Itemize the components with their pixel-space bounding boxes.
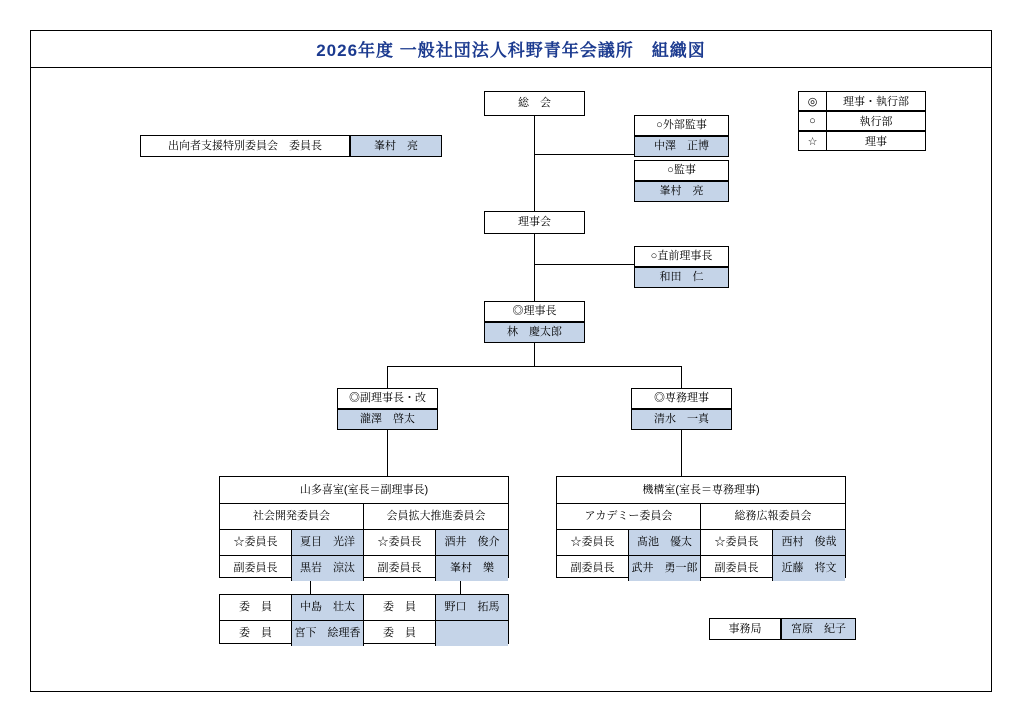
node-rijicho-label: ◎理事長 bbox=[512, 305, 557, 318]
node-senmu-riji bbox=[631, 388, 732, 409]
node-gaibu-kanji-label: ○外部監事 bbox=[656, 119, 707, 132]
connector-rijicho-down bbox=[534, 342, 535, 366]
legend-mark-star: ☆ bbox=[799, 132, 827, 150]
right-committee-1-chair-role: ☆委員長 bbox=[557, 530, 629, 555]
connector-senmu-to-right-room bbox=[681, 428, 682, 476]
legend-mark-circle: ○ bbox=[799, 112, 827, 130]
node-jimukyoku-name bbox=[781, 618, 856, 640]
left-committee-2-name: 会員拡大推進委員会 bbox=[386, 510, 486, 523]
shukkou-committee-title: 出向者支援特別委員会 委員長 bbox=[168, 139, 322, 152]
left-room-chair-row bbox=[220, 530, 508, 556]
left-room-vicechair-row bbox=[220, 556, 508, 581]
shukkou-committee-label bbox=[140, 135, 350, 157]
left-member-2-person: 宮下 絵理香 bbox=[292, 621, 364, 646]
right-room-header: 機構室(室長＝専務理事) bbox=[642, 483, 760, 496]
left-committee-2-chair-role: ☆委員長 bbox=[364, 530, 436, 555]
legend-mark-double-circle: ◎ bbox=[799, 92, 827, 110]
connector-rijikai-rijicho bbox=[534, 234, 535, 306]
jimukyoku-title: 事務局 bbox=[728, 622, 762, 635]
title-bar bbox=[30, 30, 992, 68]
left-committee-2-vicechair-person: 峯村 樂 bbox=[436, 556, 508, 581]
legend-row-riji-executive bbox=[798, 91, 926, 111]
jimukyoku-person: 宮原 紀子 bbox=[791, 622, 846, 635]
node-chokuzen-name bbox=[634, 267, 729, 288]
shukkou-chair-label: 峯村 亮 bbox=[374, 139, 418, 152]
node-senmu-label: ◎専務理事 bbox=[654, 392, 709, 405]
connector-fuku-to-left-room bbox=[387, 428, 388, 476]
left-member-3-person: 野口 拓馬 bbox=[436, 595, 508, 620]
node-senmu-name bbox=[631, 409, 732, 430]
node-kanji-name bbox=[634, 181, 729, 202]
right-committee-1-vicechair-role: 副委員長 bbox=[557, 556, 629, 581]
connector-to-fuku-rijicho bbox=[387, 366, 388, 388]
node-kanji-label: ○監事 bbox=[667, 164, 696, 177]
legend-row-riji bbox=[798, 131, 926, 151]
node-kanji bbox=[634, 160, 729, 181]
left-committee-2-vicechair-role: 副委員長 bbox=[364, 556, 436, 581]
node-soukai bbox=[484, 91, 585, 116]
left-committee-1-vicechair-role: 副委員長 bbox=[220, 556, 292, 581]
right-committee-1-vicechair-person: 武井 勇一郎 bbox=[629, 556, 701, 581]
legend-label-executive: 執行部 bbox=[859, 116, 893, 128]
left-room-header-row bbox=[220, 477, 508, 504]
right-committee-2-vicechair-role: 副委員長 bbox=[701, 556, 773, 581]
right-room-grid bbox=[556, 476, 846, 578]
left-room-member-row-2 bbox=[220, 621, 508, 646]
node-rijikai-label: 理事会 bbox=[518, 216, 551, 229]
right-committee-2-chair-role: ☆委員長 bbox=[701, 530, 773, 555]
node-gaibu-kanji-name bbox=[634, 136, 729, 157]
left-committee-2-chair-person: 酒井 俊介 bbox=[436, 530, 508, 555]
left-member-2-role: 委 員 bbox=[220, 621, 292, 646]
legend-row-executive bbox=[798, 111, 926, 131]
connector-to-kanji-group bbox=[534, 154, 634, 155]
left-committee-1-chair-role: ☆委員長 bbox=[220, 530, 292, 555]
node-fuku-rijicho-label: ◎副理事長・改 bbox=[349, 392, 426, 405]
node-chokuzen-rijicho bbox=[634, 246, 729, 267]
node-rijikai bbox=[484, 211, 585, 234]
left-committee-1-name: 社会開発委員会 bbox=[220, 504, 364, 529]
right-room-vicechair-row bbox=[557, 556, 845, 581]
right-committee-1-name: アカデミー委員会 bbox=[557, 504, 701, 529]
right-committee-2-name: 総務広報委員会 bbox=[734, 510, 812, 523]
node-chokuzen-person: 和田 仁 bbox=[659, 271, 704, 284]
left-room-grid bbox=[219, 476, 509, 578]
node-soukai-label: 総 会 bbox=[518, 97, 551, 110]
node-jimukyoku-label bbox=[709, 618, 781, 640]
left-room-committee-names-row bbox=[220, 504, 508, 530]
right-committee-2-chair-person: 西村 俊哉 bbox=[773, 530, 845, 555]
right-committee-1-chair-person: 髙池 優太 bbox=[629, 530, 701, 555]
left-member-4-person bbox=[436, 621, 508, 646]
node-rijicho-person: 林 慶太郎 bbox=[507, 326, 562, 339]
left-room-members-grid bbox=[219, 594, 509, 644]
page-title: 2026年度 一般社団法人科野青年会議所 組織図 bbox=[316, 41, 706, 60]
connector-to-senmu bbox=[681, 366, 682, 388]
legend-label-riji: 理事 bbox=[865, 136, 887, 148]
right-room-header-row bbox=[557, 477, 845, 504]
left-room-member-row-1 bbox=[220, 595, 508, 621]
node-gaibu-kanji-person: 中澤 正博 bbox=[654, 140, 709, 153]
node-rijicho-name bbox=[484, 322, 585, 343]
left-committee-1-chair-person: 夏目 光洋 bbox=[292, 530, 364, 555]
right-room-chair-row bbox=[557, 530, 845, 556]
connector-split-horizontal bbox=[387, 366, 682, 367]
connector-soukai-rijikai bbox=[534, 116, 535, 211]
shukkou-committee-chair-name bbox=[350, 135, 442, 157]
legend-label-riji-executive: 理事・執行部 bbox=[843, 96, 909, 108]
node-fuku-rijicho-person: 瀧澤 啓太 bbox=[360, 413, 415, 426]
node-fuku-rijicho bbox=[337, 388, 438, 409]
node-gaibu-kanji bbox=[634, 115, 729, 136]
node-kanji-person: 峯村 亮 bbox=[659, 185, 704, 198]
node-senmu-person: 清水 一真 bbox=[654, 413, 709, 426]
node-rijicho bbox=[484, 301, 585, 322]
left-member-1-person: 中島 壮太 bbox=[292, 595, 364, 620]
left-committee-1-vicechair-person: 黒岩 涼汰 bbox=[292, 556, 364, 581]
left-member-3-role: 委 員 bbox=[364, 595, 436, 620]
right-committee-2-vicechair-person: 近藤 将文 bbox=[773, 556, 845, 581]
left-member-1-role: 委 員 bbox=[220, 595, 292, 620]
left-room-header: 山多喜室(室長＝副理事長) bbox=[299, 483, 429, 496]
node-chokuzen-label: ○直前理事長 bbox=[650, 250, 713, 263]
node-fuku-rijicho-name bbox=[337, 409, 438, 430]
left-member-4-role: 委 員 bbox=[364, 621, 436, 646]
connector-to-chokuzen bbox=[534, 264, 634, 265]
right-room-committee-names-row bbox=[557, 504, 845, 530]
